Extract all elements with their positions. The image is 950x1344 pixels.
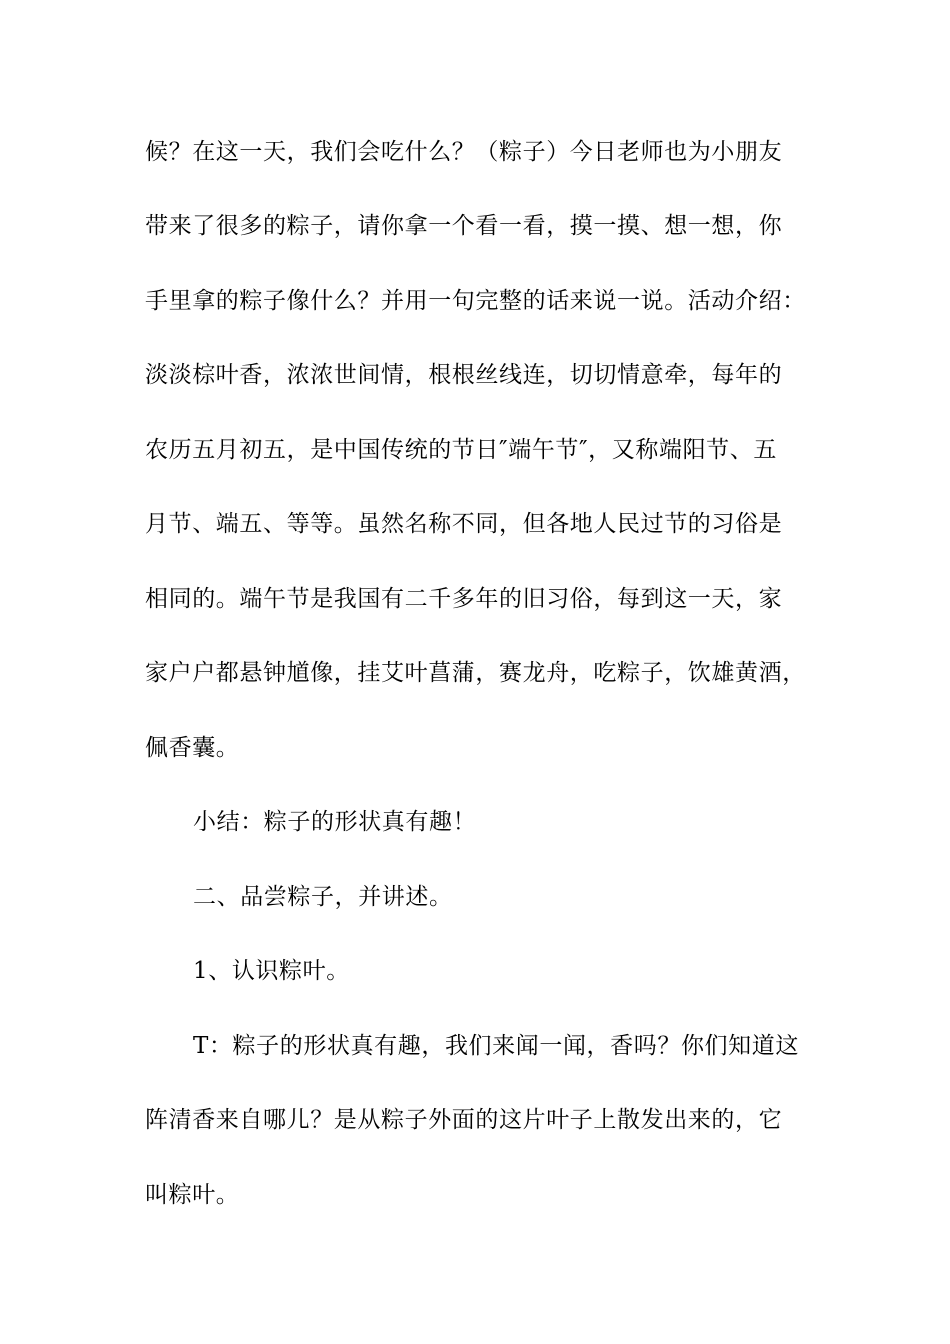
summary-line: 小结：粽子的形状真有趣！ [193, 809, 477, 835]
paragraph-line: 带来了很多的粽子，请你拿一个看一看，摸一摸、想一想，你 [145, 213, 783, 239]
paragraph-line: 相同的。端午节是我国有二千多年的旧习俗，每到这一天，家 [145, 586, 783, 612]
subsection-heading: 1、认识粽叶。 [193, 958, 350, 984]
paragraph-line: 手里拿的粽子像什么？并用一句完整的话来说一说。活动介绍： [145, 288, 806, 314]
paragraph-line: 月节、端五、等等。虽然名称不同，但各地人民过节的习俗是 [145, 511, 783, 537]
section-heading: 二、品尝粽子，并讲述。 [193, 884, 453, 910]
paragraph-line: 叫粽叶。 [145, 1182, 240, 1208]
paragraph-line: 佩香囊。 [145, 735, 240, 761]
paragraph-line: 候？在这一天，我们会吃什么？（粽子）今日老师也为小朋友 [145, 139, 783, 165]
paragraph-line: 家户户都悬钟馗像，挂艾叶菖蒲，赛龙舟，吃粽子，饮雄黄酒， [145, 660, 806, 686]
paragraph-line: 农历五月初五，是中国传统的节日″端午节″，又称端阳节、五 [145, 437, 777, 463]
paragraph-line: 阵清香来自哪儿？是从粽子外面的这片叶子上散发出来的，它 [145, 1107, 783, 1133]
paragraph-line: 淡淡棕叶香，浓浓世间情，根根丝线连，切切情意牵，每年的 [145, 362, 783, 388]
paragraph-line: T：粽子的形状真有趣，我们来闻一闻，香吗？你们知道这 [193, 1033, 799, 1059]
